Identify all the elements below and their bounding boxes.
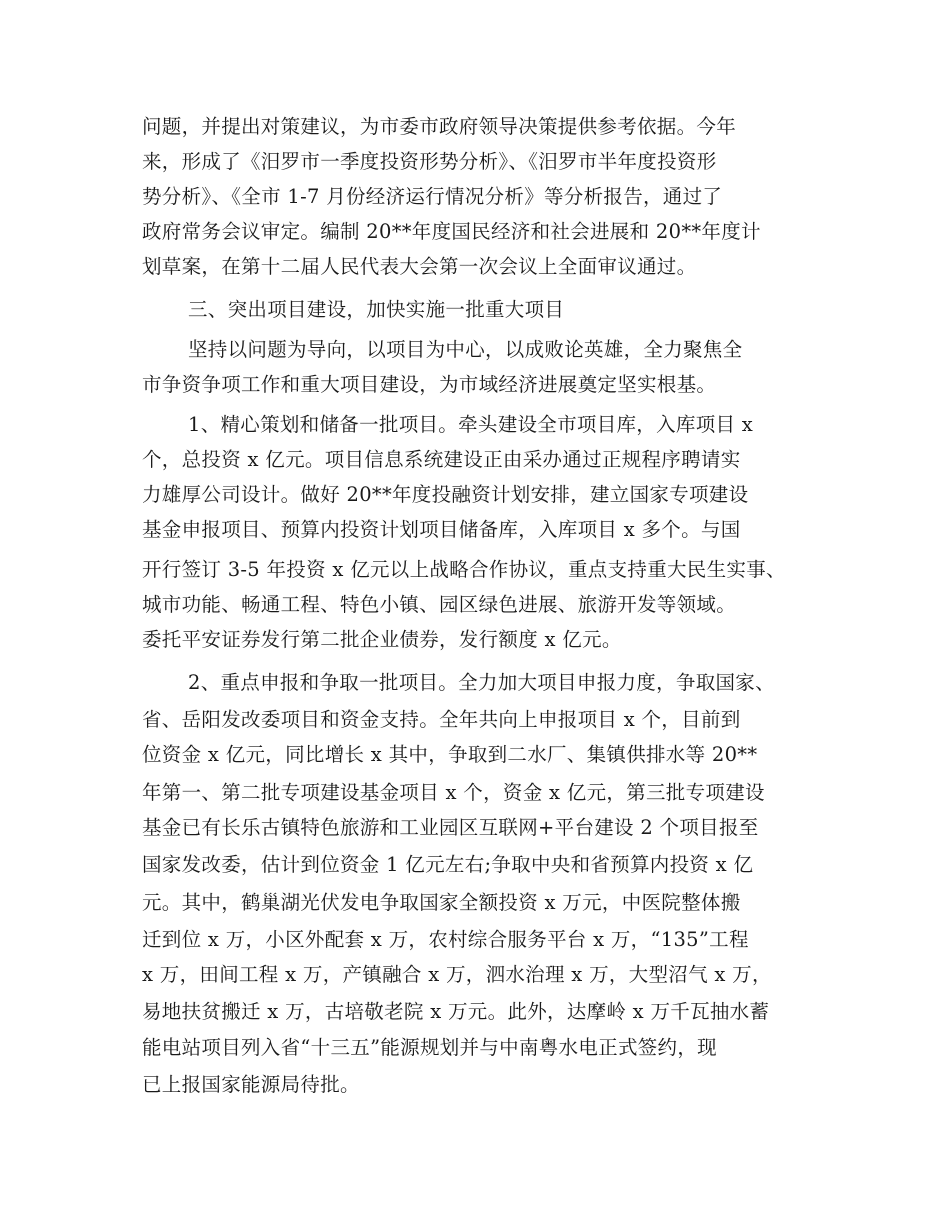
section-heading: 三、突出项目建设，加快实施一批重大项目 <box>188 298 565 321</box>
text-line: 位资金 x 亿元，同比增长 x 其中，争取到二水厂、集镇供排水等 20** <box>142 743 758 766</box>
text-line: 2、重点申报和争取一批项目。全力加大项目申报力度，争取国家、 <box>188 671 775 694</box>
text-line: 委托平安证券发行第二批企业债券，发行额度 x 亿元。 <box>142 628 622 651</box>
text-line: 划草案，在第十二届人民代表大会第一次会议上全面审议通过。 <box>142 255 697 278</box>
text-line: 个，总投资 x 亿元。项目信息系统建设正由采办通过正规程序聘请实 <box>142 448 741 471</box>
text-line: 元。其中，鹤巢湖光伏发电争取国家全额投资 x 万元，中医院整体搬 <box>142 891 741 914</box>
text-line: 易地扶贫搬迁 x 万，古培敬老院 x 万元。此外，达摩岭 x 万千瓦抽水蓄 <box>142 1000 770 1023</box>
text-line: 1、精心策划和储备一批项目。牵头建设全市项目库，入库项目 x <box>188 413 754 436</box>
text-line: 省、岳阳发改委项目和资金支持。全年共向上申报项目 x 个，目前到 <box>142 708 741 731</box>
text-line: 国家发改委，估计到位资金 1 亿元左右;争取中央和省预算内投资 x 亿 <box>142 853 754 876</box>
text-line: 已上报国家能源局待批。 <box>142 1073 360 1096</box>
text-line: 年第一、第二批专项建设基金项目 x 个，资金 x 亿元，第三批专项建设 <box>142 781 765 804</box>
text-line: 迁到位 x 万，小区外配套 x 万，农村综合服务平台 x 万，“135”工程 <box>142 928 749 951</box>
text-line: 力雄厚公司设计。做好 20**年度投融资计划安排，建立国家专项建设 <box>142 483 749 506</box>
text-line: 来，形成了《汨罗市一季度投资形势分析》、《汨罗市半年度投资形 <box>142 150 717 173</box>
text-line: 问题，并提出对策建议，为市委市政府领导决策提供参考依据。今年 <box>142 115 737 138</box>
text-line: 基金申报项目、预算内投资计划项目储备库，入库项目 x 多个。与国 <box>142 518 741 541</box>
text-line: 政府常务会议审定。编制 20**年度国民经济和社会进展和 20**年度计 <box>142 220 761 243</box>
text-line: 市争资争项工作和重大项目建设，为市域经济进展奠定坚实根基。 <box>142 373 717 396</box>
text-line: 能电站项目列入省“十三五”能源规划并与中南粤水电正式签约，现 <box>142 1036 717 1059</box>
text-line: 坚持以问题为导向，以项目为中心，以成败论英雄，全力聚焦全 <box>188 338 743 361</box>
text-line: 城市功能、畅通工程、特色小镇、园区绿色进展、旅游开发等领域。 <box>142 593 737 616</box>
text-line: 开行签订 3-5 年投资 x 亿元以上战略合作协议，重点支持重大民生实事、 <box>142 558 786 581</box>
text-line: x 万，田间工程 x 万，产镇融合 x 万，泗水治理 x 万，大型沼气 x 万， <box>142 963 772 986</box>
text-line: 基金已有长乐古镇特色旅游和工业园区互联网+平台建设 2 个项目报至 <box>142 816 759 839</box>
text-line: 势分析》、《全市 1-7 月份经济运行情况分析》等分析报告，通过了 <box>142 185 723 208</box>
